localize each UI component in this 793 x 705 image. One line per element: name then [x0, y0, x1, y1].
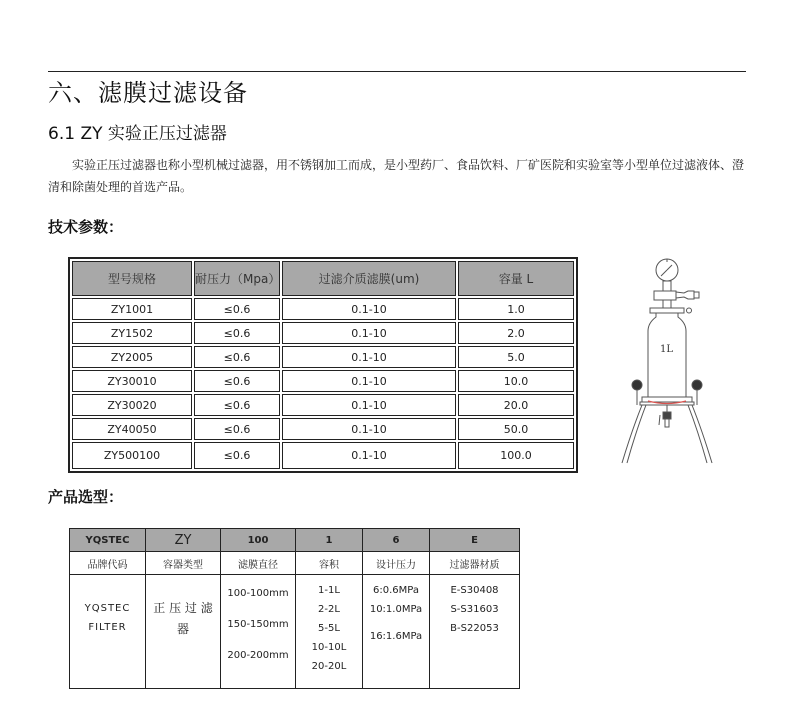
code-volume: 1 [296, 529, 363, 552]
table-row [72, 370, 574, 392]
col-header-pressure: 耐压力（Mpa） [194, 261, 280, 296]
cell-capacity: 100.0 [458, 442, 574, 469]
cell-model: ZY500100 [72, 442, 192, 469]
volume-option: 5-5L [318, 623, 340, 634]
label-diameter: 滤膜直径 [221, 552, 296, 575]
table-row [72, 298, 574, 320]
cell-membrane: 0.1-10 [282, 394, 456, 416]
cell-pressure: ≤0.6 [194, 298, 280, 320]
cell-membrane: 0.1-10 [282, 322, 456, 344]
subsection-title: 6.1 ZY 实验正压过滤器 [48, 124, 227, 144]
diameter-options [221, 575, 296, 689]
pressure-option: 16:1.6MPa [369, 631, 423, 642]
pressure-option: 10:1.0MPa [369, 604, 423, 615]
cell-pressure: ≤0.6 [194, 346, 280, 368]
code-pressure: 6 [363, 529, 430, 552]
volume-options [296, 575, 363, 689]
cell-membrane: 0.1-10 [282, 442, 456, 469]
code-container: ZY [146, 529, 221, 552]
tech-params-heading: 技术参数： [48, 218, 124, 236]
brand-line-2: FILTER [88, 622, 127, 633]
label-pressure: 设计压力 [363, 552, 430, 575]
cell-model: ZY30010 [72, 370, 192, 392]
table-row [72, 442, 574, 469]
cell-model: ZY40050 [72, 418, 192, 440]
volume-label: 1L [660, 344, 674, 355]
cell-pressure: ≤0.6 [194, 322, 280, 344]
options-row [70, 575, 520, 689]
cell-capacity: 1.0 [458, 298, 574, 320]
container-line-2: 器 [176, 622, 189, 636]
container-line-1: 正 压 过 滤 [153, 601, 213, 615]
code-row [70, 529, 520, 552]
cell-pressure: ≤0.6 [194, 418, 280, 440]
cell-pressure: ≤0.6 [194, 394, 280, 416]
col-header-model: 型号规格 [72, 261, 192, 296]
label-row [70, 552, 520, 575]
table-row [72, 346, 574, 368]
pressure-option: 6:0.6MPa [373, 585, 419, 596]
label-container: 容器类型 [146, 552, 221, 575]
top-divider [48, 71, 746, 72]
label-brand: 品牌代码 [70, 552, 146, 575]
section-title: 六、滤膜过滤设备 [48, 79, 248, 107]
filter-apparatus-diagram [610, 255, 740, 470]
cell-capacity: 5.0 [458, 346, 574, 368]
code-material: E [430, 529, 520, 552]
cell-capacity: 2.0 [458, 322, 574, 344]
cell-membrane: 0.1-10 [282, 418, 456, 440]
cell-capacity: 50.0 [458, 418, 574, 440]
selection-heading: 产品选型： [48, 488, 124, 506]
volume-option: 2-2L [318, 604, 340, 615]
cell-capacity: 20.0 [458, 394, 574, 416]
table-row [72, 418, 574, 440]
cell-pressure: ≤0.6 [194, 442, 280, 469]
container-options [146, 575, 221, 689]
material-option: S-S31603 [450, 604, 499, 615]
cell-pressure: ≤0.6 [194, 370, 280, 392]
cell-capacity: 10.0 [458, 370, 574, 392]
volume-option: 1-1L [318, 585, 340, 596]
material-options [430, 575, 520, 689]
label-volume: 容积 [296, 552, 363, 575]
cell-model: ZY1502 [72, 322, 192, 344]
cell-model: ZY30020 [72, 394, 192, 416]
cell-membrane: 0.1-10 [282, 346, 456, 368]
table-header-row [72, 261, 574, 296]
volume-option: 20-20L [311, 661, 347, 672]
cell-model: ZY1001 [72, 298, 192, 320]
diameter-option: 100-100mm [227, 588, 289, 599]
product-selection-table [69, 528, 520, 689]
material-option: B-S22053 [450, 623, 499, 634]
code-brand: YQSTEC [70, 529, 146, 552]
cell-model: ZY2005 [72, 346, 192, 368]
product-description: 实验正压过滤器也称小型机械过滤器，用不锈钢加工而成，是小型药厂、食品饮料、厂矿医院和实验室等小型单位过滤液体、澄清和除菌处理的首选产品。 [48, 158, 745, 194]
diameter-option: 200-200mm [227, 650, 289, 661]
tech-params-table [68, 257, 578, 473]
volume-option: 10-10L [311, 642, 347, 653]
col-header-membrane: 过滤介质滤膜(um) [282, 261, 456, 296]
cell-membrane: 0.1-10 [282, 370, 456, 392]
brand-line-1: YQSTEC [84, 603, 131, 614]
material-option: E-S30408 [450, 585, 499, 596]
cell-membrane: 0.1-10 [282, 298, 456, 320]
brand-options [70, 575, 146, 689]
col-header-capacity: 容量 L [458, 261, 574, 296]
diameter-option: 150-150mm [227, 619, 289, 630]
table-row [72, 322, 574, 344]
table-row [72, 394, 574, 416]
label-material: 过滤器材质 [430, 552, 520, 575]
pressure-options [363, 575, 430, 689]
code-diameter: 100 [221, 529, 296, 552]
